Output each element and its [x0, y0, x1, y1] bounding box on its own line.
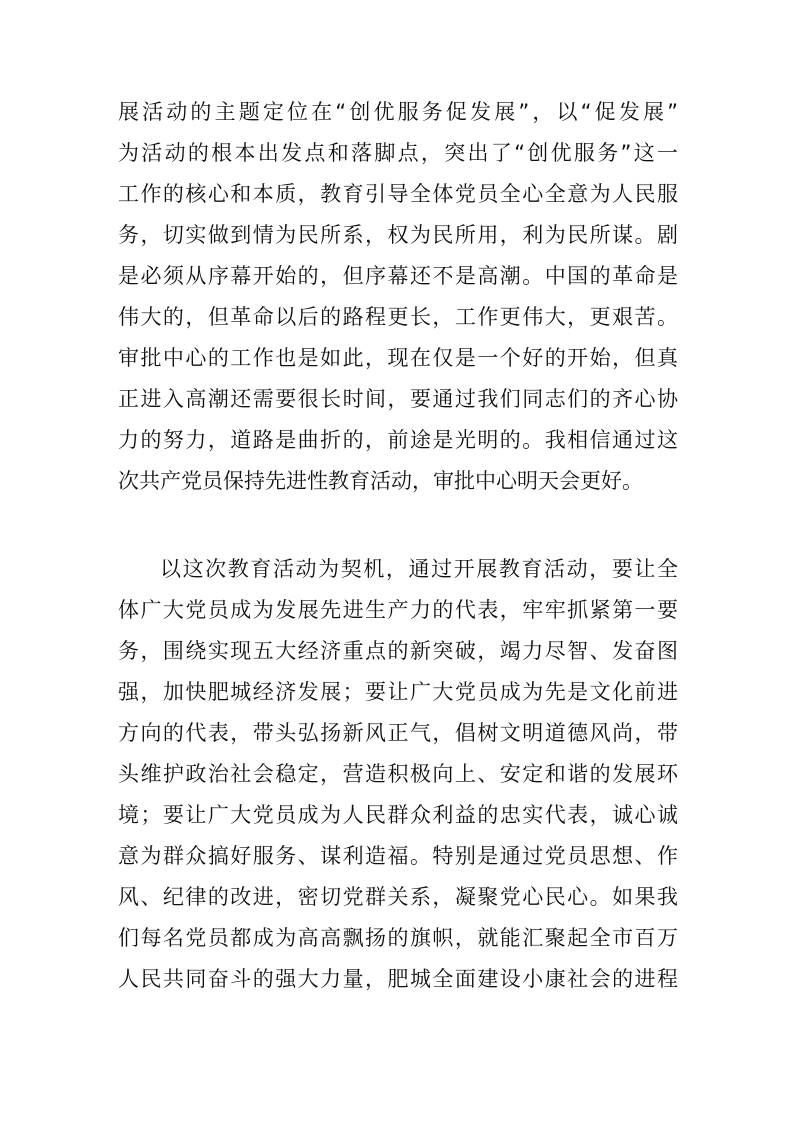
- paragraph-2-line: 意为群众搞好服务、谋利造福。特别是通过党员思想、作: [118, 844, 678, 868]
- paragraph-1-line: 工作的核心和本质，教育引导全体党员全心全意为人民服: [118, 182, 678, 206]
- paragraph-1-line: 次共产党员保持先进性教育活动，审批中心明天会更好。: [118, 469, 643, 493]
- paragraph-2-line: 以这次教育活动为契机，通过开展教育活动，要让全: [160, 557, 678, 581]
- paragraph-1-line: 伟大的，但革命以后的路程更长，工作更伟大，更艰苦。: [118, 305, 678, 329]
- paragraph-1-line: 为活动的根本出发点和落脚点，突出了“创优服务”这一: [118, 141, 678, 165]
- paragraph-2-line: 风、纪律的改进，密切党群关系，凝聚党心民心。如果我: [118, 885, 678, 909]
- paragraph-2-line: 头维护政治社会稳定，营造积极向上、安定和谐的发展环: [118, 762, 678, 786]
- paragraph-1-line: 务，切实做到情为民所系，权为民所用，利为民所谋。剧: [118, 223, 678, 247]
- paragraph-2-line: 务，围绕实现五大经济重点的新突破，竭力尽智、发奋图: [118, 639, 678, 663]
- paragraph-1-line: 是必须从序幕开始的，但序幕还不是高潮。中国的革命是: [118, 264, 678, 288]
- paragraph-1-line: 正进入高潮还需要很长时间，要通过我们同志们的齐心协: [118, 387, 678, 411]
- paragraph-2-line: 体广大党员成为发展先进生产力的代表，牢牢抓紧第一要: [118, 598, 678, 622]
- paragraph-1-line: 展活动的主题定位在“创优服务促发展”，以“促发展”: [118, 100, 678, 124]
- paragraph-2-line: 方向的代表，带头弘扬新风正气，倡树文明道德风尚，带: [118, 721, 678, 745]
- paragraph-2-line: 们每名党员都成为高高飘扬的旗帜，就能汇聚起全市百万: [118, 926, 678, 950]
- paragraph-2-line: 人民共同奋斗的强大力量，肥城全面建设小康社会的进程: [118, 967, 678, 991]
- paragraph-1-line: 审批中心的工作也是如此，现在仅是一个好的开始，但真: [118, 346, 678, 370]
- paragraph-2-line: 强，加快肥城经济发展；要让广大党员成为先是文化前进: [118, 680, 678, 704]
- paragraph-2-line: 境；要让广大党员成为人民群众利益的忠实代表，诚心诚: [118, 803, 678, 827]
- paragraph-1-line: 力的努力，道路是曲折的，前途是光明的。我相信通过这: [118, 428, 678, 452]
